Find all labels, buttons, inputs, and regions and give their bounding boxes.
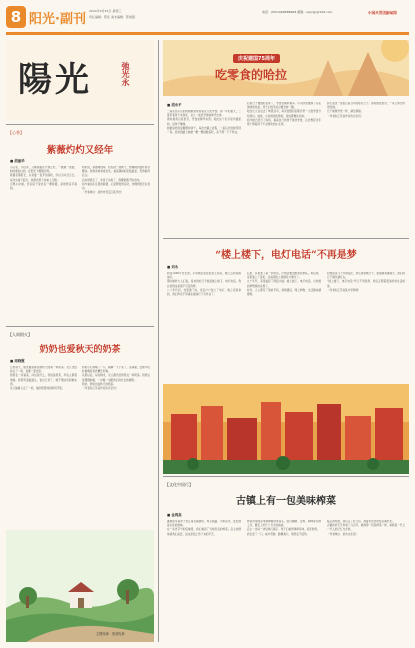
paragraph: 八十年代初，村里通了电，家家户户装上了电灯，晚上亮堂堂的，我们再也不用凑在煤油灯下写作业了。	[167, 288, 241, 297]
article-guzhen	[163, 480, 409, 642]
paragraph: 从那以后，每到周末，女儿都会给奶奶点一杯奶茶。奶奶总是慢慢地喝，一边喝一边跟我们讲过去的事情。	[82, 374, 150, 382]
paragraph: 小区里，小径旁，几株紫薇花开得正好，一簇簇一团团，粉的紫的白的，在阳光下熠熠生辉。	[10, 166, 77, 174]
paragraph: 我是1960年出生的，小时候家里住的是土坯房，晚上点的是煤油灯。	[167, 272, 241, 280]
paragraph: 她最爱吃的是糖果和饼干。每次去镇上赶集，二哥总会给她带回一包。回来的路上她就一颗一颗地数着吃，舍不得一下子吃完。	[167, 126, 241, 135]
column-tag: 【文化中国行】	[165, 482, 193, 487]
paragraph: 哈拉长大以后去了城里读书，每次放假回家都会带一大袋零食分给我们。她说，小时候没吃够的，现在都要补回来。	[247, 110, 321, 118]
column-separator	[158, 40, 159, 642]
divider	[163, 238, 409, 239]
article-title: 古镇上有一包美味榨菜	[236, 496, 336, 507]
article-body-col3	[327, 272, 405, 380]
poster-band	[163, 384, 409, 474]
article-body-col2	[82, 166, 150, 321]
column-tag: 【心香】	[8, 130, 24, 135]
divider	[6, 326, 154, 327]
article-title: 吃零食的哈拉	[214, 68, 287, 82]
article-body-col2	[247, 272, 321, 380]
article-author: ■ 胡永平	[167, 103, 182, 107]
paragraph: （作者单位：某市文化馆）	[327, 532, 359, 536]
illustration-landscape	[6, 530, 154, 642]
calligraphy-title: 陽光	[18, 60, 92, 100]
article-body-col1	[167, 110, 241, 234]
article-ziwei	[6, 128, 154, 323]
paragraph: 店主一边说一边给我们演示，孩子们看得津津有味，连连称奇。	[247, 528, 320, 532]
article-body-col1	[167, 272, 241, 380]
section-title: 阳光·副刊	[29, 12, 86, 27]
paragraph: （作者系江苏省作家协会会员）	[327, 114, 364, 118]
article-body-col2	[247, 102, 321, 234]
paragraph: 奶奶在一旁看着，问这是什么，我说是奶茶，年轻人都喜欢喝。奶奶笑着摇摇头，说自己老了，喝不惯这些新鲜东西。	[10, 374, 77, 386]
contact-info: 电话：(0514)68686968 邮箱：sq(cqj)@126.com	[262, 10, 333, 14]
paragraph: 九十年代，家里盖起了两层小楼。楼上楼下，电灯电话，小时候的梦想真的实现了。	[247, 280, 321, 288]
article-body-col3	[327, 102, 405, 234]
paragraph: 我心里也一直惦记着当年的那些日子。那时候虽然穷，一家人却过得很热闹。	[327, 102, 405, 110]
article-author: ■ 周晓霞	[10, 359, 25, 363]
anniversary-tag: 庆祝建国75周年	[233, 54, 280, 63]
paragraph: 那时候听大人们说，将来的好日子就是楼上楼下，电灯电话。我总觉得这是遥不可及的梦。	[167, 280, 241, 288]
paragraph: 记得小时候，老家院子里也有一棵紫薇，是奶奶亲手栽的。	[10, 182, 77, 191]
paragraph: （作者系江苏省某中学教师）	[327, 288, 361, 292]
paragraph: （作者单位：扬州市邗江区某学校）	[82, 191, 124, 195]
article-title: 紫薇灼灼又经年	[46, 145, 114, 156]
top-banner	[163, 40, 409, 96]
paragraph: 那时候我们家里穷，零食是稀罕东西。哈拉这个名字是外婆起的，说孩子嘴馋。	[167, 118, 241, 126]
issue-info-date: 2024年9月25日 星期三	[89, 9, 122, 13]
paragraph: 如今，人人都有了智能手机，视频通话、网上购物，生活越来越便利。	[247, 288, 321, 297]
paragraph: 立秋那天，朋友圈里都在晒秋天的第一杯奶茶。女儿也给我点了一杯，说要一起尝尝。	[10, 366, 77, 374]
header-logo: 中国共青团新闻网	[368, 11, 397, 15]
article-body-col1	[167, 520, 241, 640]
paragraph: 我们尝了一口，咸中带鲜，脆嫩爽口，果然名不虚传。	[247, 532, 310, 536]
paragraph: 奶奶说，紫薇树怕痒，轻轻挠一挠树干，整棵树的枝叶都会颤动。我和弟弟常常去试，看着满树的花枝摇晃，笑得前仰后合。	[82, 166, 150, 178]
paragraph: 日子就像零食一样，越过越甜。	[327, 110, 364, 114]
paragraph: 后来奶奶走了，老房子也拆了，那棵紫薇不知去向。	[82, 178, 142, 182]
paragraph: 榨菜选用的是本地种植的青菜头，经过腌制、压榨、调味等多道工序，要花上好几个月才能做成。	[247, 520, 321, 528]
header-divider	[6, 32, 409, 35]
article-body-col2	[82, 366, 150, 526]
paragraph: 后来，乡里装了第一部电话，打电话要去邮电所排队。再后来，家里装上了座机，亲戚朋友之间联系方便多了。	[247, 272, 321, 280]
masthead	[6, 40, 154, 120]
paragraph: （作者系江苏省作家协会会员）	[82, 387, 119, 391]
article-milktea	[6, 330, 154, 528]
paragraph: 如今她已经当了妈妈，看着自己的孩子挑选零食，总会想起当年那个捧着饼干不舍得吃的小女孩。	[247, 118, 321, 127]
paragraph: 临走的时候，我们买了好几包，准备带回去送给亲朋好友。	[327, 520, 395, 523]
paragraph: 二哥家住小区的时候就常常背着女儿吃零食。那一年的夏天，二哥带着孩子来我家，女儿一看见零食就伸手去拿。	[167, 110, 241, 118]
paragraph: “楼上楼下，电灯电话”早已不再是梦，我们正朝着更美好的生活前进。	[327, 280, 405, 288]
paragraph: 奶奶小心地喝了一口，眼睛一下子亮了，说真甜，比她年轻时候喝的麦乳精还好喝。	[82, 366, 150, 374]
paragraph: 女儿偷偷又点了一杯，插好吸管递到奶奶手里。	[10, 387, 65, 391]
paragraph: 回想起这几十年的变化，我心里感慨万千。祖国越来越强大，我们的日子越过越红火。	[327, 272, 405, 280]
illustration-caption: 文图传承 · 美食传承	[96, 632, 125, 636]
article-author: ■ 金鸿高	[167, 513, 182, 517]
article-body-col1	[10, 366, 77, 526]
article-title: 奶奶也爱秋天的奶茶	[39, 345, 121, 355]
column-tag: 【人间烟火】	[8, 332, 32, 337]
article-body-col3	[327, 520, 405, 640]
article-body-col2	[247, 520, 321, 640]
article-title: “楼上楼下，电灯电话”不再是梦	[215, 250, 357, 261]
article-author: ■ 胡丽华	[10, 159, 25, 163]
article-body-col1	[10, 166, 77, 321]
issue-info-editors: 责任编辑：陈佳 美术编辑：陈建强	[89, 15, 135, 19]
paragraph: 后来日子慢慢好起来了，零食也越来越多。小卖部里摆满了花花绿绿的包装，孩子们放学后总要去转一圈。	[247, 102, 321, 110]
page-header	[0, 0, 415, 37]
paragraph: 如今看到小区里的紫薇，心里便觉得亲切，仿佛奶奶还在身边。	[82, 182, 150, 191]
page-number-badge: 8	[6, 6, 26, 28]
paragraph: 紫薇花期很长，从初夏一直开到深秋，所以又叫百日红。每次从树下经过，我都会停下来看上几眼。	[10, 174, 77, 182]
masthead-rule	[6, 124, 154, 125]
illustration	[6, 530, 154, 642]
paragraph: 暑假里带着孩子去江南古镇游玩，青石板路，小桥流水，处处透着古朴的韵味。	[167, 520, 241, 528]
paragraph: 古镇的老手艺传承了几百年，就像那一包包榨菜一样，承载着一代又一代人的记忆与乡愁。	[327, 524, 405, 532]
paragraph: 原来，奶奶也爱秋天的奶茶。	[82, 382, 116, 386]
seal-stamp: 弛光永	[121, 62, 131, 86]
divider	[163, 476, 409, 477]
article-author: ■ 刘永	[167, 265, 179, 269]
poster-art	[163, 384, 409, 474]
paragraph: 在一家老字号的店铺里，我们看到了当地有名的榨菜。店主热情地请我们品尝，说这是祖上传下来的手艺。	[167, 528, 241, 536]
article-phone	[163, 242, 409, 382]
article-haluo	[163, 40, 409, 236]
